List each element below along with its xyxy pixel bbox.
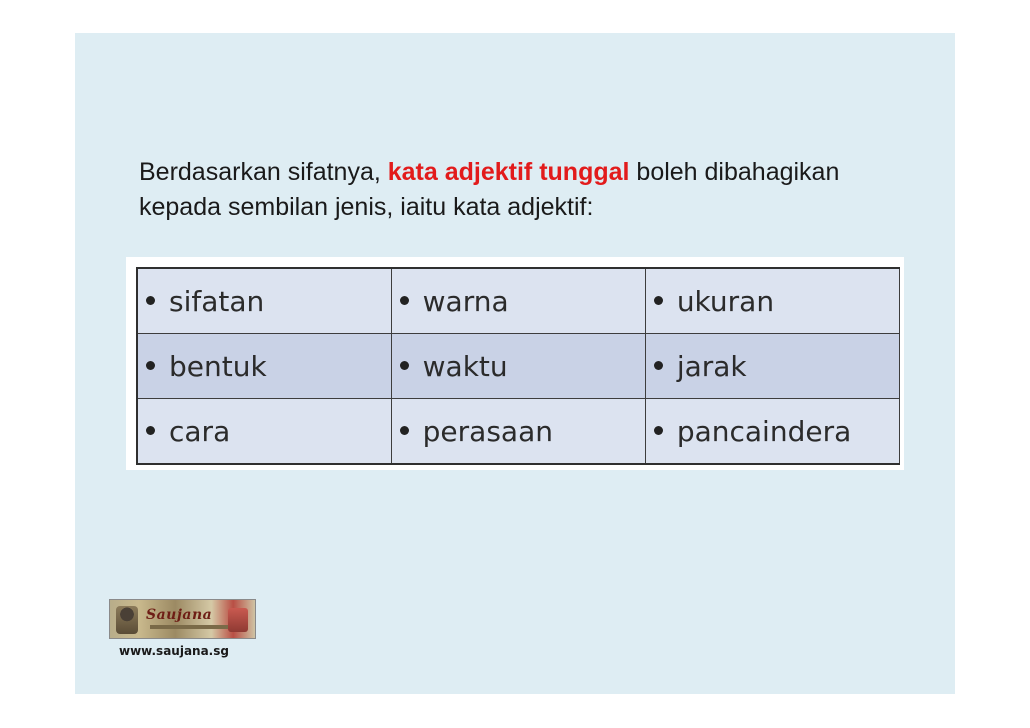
saujana-logo[interactable] bbox=[109, 599, 256, 639]
table-row bbox=[137, 334, 900, 399]
logo-figure-right bbox=[228, 608, 248, 632]
cell-label: waktu bbox=[422, 349, 508, 383]
intro-highlight: kata adjektif tunggal bbox=[387, 158, 630, 186]
bullet-icon bbox=[400, 426, 409, 435]
table-row bbox=[137, 399, 900, 465]
cell-label: pancaindera bbox=[676, 414, 852, 448]
bullet-icon bbox=[146, 426, 155, 435]
table-row bbox=[137, 268, 900, 334]
cell-label: cara bbox=[169, 414, 231, 448]
bullet-icon bbox=[654, 426, 663, 435]
intro-text-end: boleh dibahagikan kepada sembilan jenis, iaitu kata adjektif: bbox=[139, 158, 840, 221]
intro-text-start: Berdasarkan sifatnya, bbox=[139, 158, 388, 186]
cell-label: jarak bbox=[676, 349, 747, 383]
table-cell bbox=[645, 399, 899, 465]
table-cell bbox=[137, 268, 391, 334]
logo-wordmark: Saujana bbox=[146, 607, 213, 623]
cell-label: warna bbox=[422, 284, 509, 318]
cell-label: sifatan bbox=[169, 284, 265, 318]
table-cell bbox=[391, 268, 645, 334]
bullet-icon bbox=[654, 296, 663, 305]
logo-figure-left bbox=[116, 606, 138, 634]
cell-label: perasaan bbox=[422, 414, 553, 448]
adjective-table-frame bbox=[126, 257, 904, 470]
bullet-icon bbox=[400, 296, 409, 305]
table-cell bbox=[645, 334, 899, 399]
table-cell bbox=[645, 268, 899, 334]
website-url[interactable]: www.saujana.sg bbox=[119, 644, 229, 658]
table-cell bbox=[137, 334, 391, 399]
cell-label: ukuran bbox=[676, 284, 775, 318]
table-cell bbox=[391, 334, 645, 399]
bullet-icon bbox=[146, 296, 155, 305]
bullet-icon bbox=[400, 361, 409, 370]
bullet-icon bbox=[146, 361, 155, 370]
intro-paragraph bbox=[139, 155, 899, 225]
cell-label: bentuk bbox=[169, 349, 267, 383]
adjective-types-table bbox=[136, 267, 900, 465]
bullet-icon bbox=[654, 361, 663, 370]
logo-band bbox=[150, 625, 230, 629]
table-cell bbox=[391, 399, 645, 465]
table-cell bbox=[137, 399, 391, 465]
